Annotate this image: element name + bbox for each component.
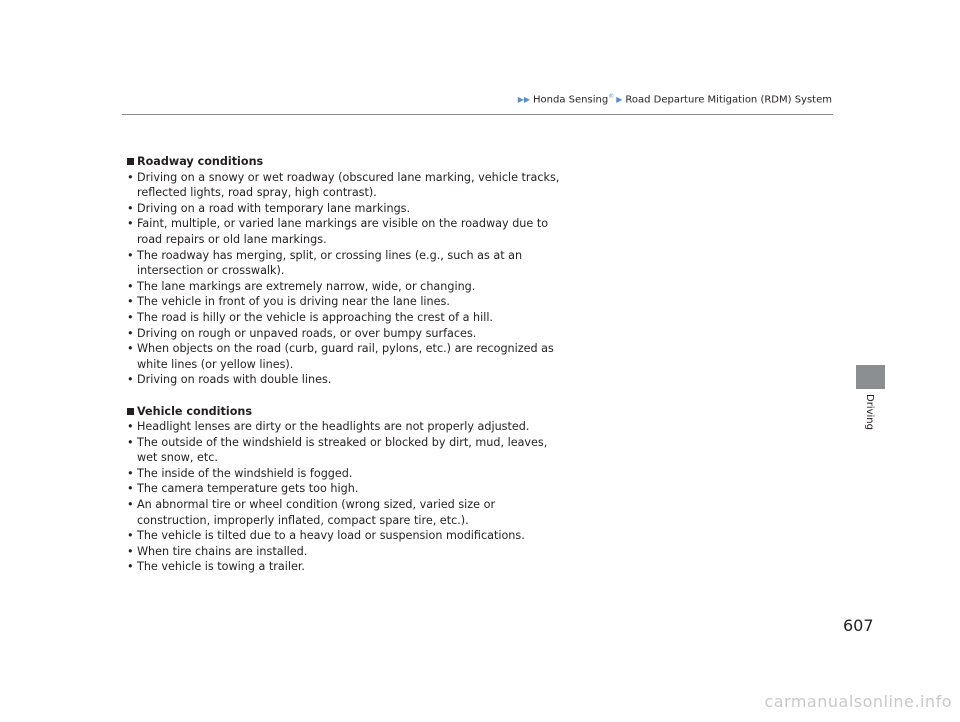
list-item: • The road is hilly or the vehicle is approaching the crest of a hill. bbox=[127, 310, 567, 326]
condition-list bbox=[127, 170, 567, 388]
chapter-label: Driving bbox=[864, 394, 875, 430]
square-bullet-icon bbox=[127, 158, 134, 165]
list-item: • Driving on a snowy or wet roadway (obscured lane marking, vehicle tracks, reflected lights, road spray, high contrast). bbox=[127, 170, 567, 201]
list-item: • The roadway has merging, split, or crossing lines (e.g., such as at an intersection or crosswalk). bbox=[127, 248, 567, 279]
registered-mark: ® bbox=[608, 93, 615, 100]
condition-list bbox=[127, 419, 567, 575]
section-title bbox=[127, 154, 567, 170]
chapter-tab bbox=[856, 365, 885, 389]
list-item: • Faint, multiple, or varied lane markings are visible on the roadway due to road repairs or old lane markings. bbox=[127, 216, 567, 247]
list-item: • The outside of the windshield is streaked or blocked by dirt, mud, leaves, wet snow, etc. bbox=[127, 435, 567, 466]
section-roadway-conditions bbox=[127, 154, 567, 388]
header-divider bbox=[122, 114, 833, 115]
list-item: • The vehicle is tilted due to a heavy load or suspension modifications. bbox=[127, 528, 567, 544]
list-item: • When tire chains are installed. bbox=[127, 544, 567, 560]
list-item: • The inside of the windshield is fogged. bbox=[127, 466, 567, 482]
page-number: 607 bbox=[843, 616, 874, 635]
page-content bbox=[127, 154, 567, 591]
list-item: • An abnormal tire or wheel condition (wrong sized, varied size or construction, improperly inflated, compact spare tire, etc.). bbox=[127, 497, 567, 528]
list-item: • The camera temperature gets too high. bbox=[127, 481, 567, 497]
breadcrumb bbox=[518, 93, 832, 105]
section-vehicle-conditions bbox=[127, 404, 567, 576]
section-title bbox=[127, 404, 567, 420]
watermark: carmanualsonline.info bbox=[764, 692, 952, 711]
breadcrumb-part-2: Road Departure Mitigation (RDM) System bbox=[625, 94, 832, 106]
list-item: • Driving on rough or unpaved roads, or over bumpy surfaces. bbox=[127, 326, 567, 342]
double-arrow-icon: ▶▶ bbox=[517, 95, 531, 105]
square-bullet-icon bbox=[127, 408, 134, 415]
section-title-text: Vehicle conditions bbox=[137, 404, 252, 418]
list-item: • Headlight lenses are dirty or the headlights are not properly adjusted. bbox=[127, 419, 567, 435]
list-item: • Driving on roads with double lines. bbox=[127, 372, 567, 388]
breadcrumb-part-1: Honda Sensing bbox=[533, 94, 609, 106]
list-item: • When objects on the road (curb, guard rail, pylons, etc.) are recognized as white lines (or yellow lines). bbox=[127, 341, 567, 372]
list-item: • The vehicle is towing a trailer. bbox=[127, 559, 567, 575]
section-title-text: Roadway conditions bbox=[137, 155, 264, 168]
arrow-icon: ▶ bbox=[616, 95, 623, 105]
list-item: • The lane markings are extremely narrow, wide, or changing. bbox=[127, 279, 567, 295]
list-item: • The vehicle in front of you is driving near the lane lines. bbox=[127, 294, 567, 310]
list-item: • Driving on a road with temporary lane markings. bbox=[127, 201, 567, 217]
